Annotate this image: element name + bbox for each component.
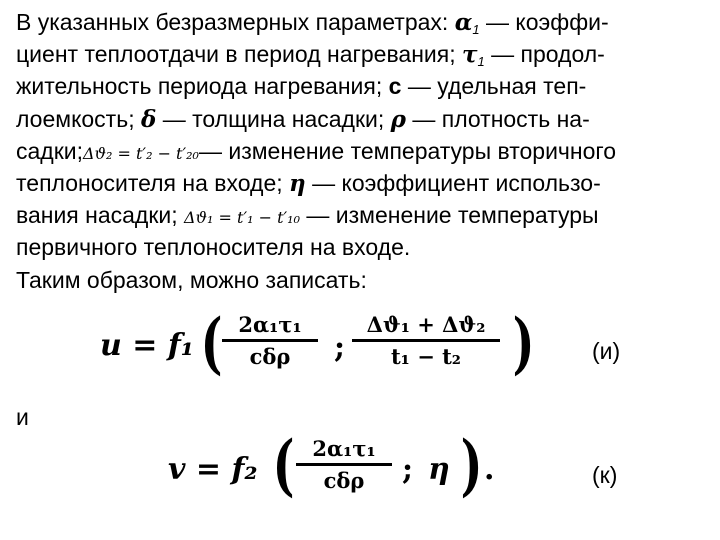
symbol-tau: τ xyxy=(462,41,478,69)
text-line xyxy=(16,199,712,231)
equation-lhs: v = f₂ xyxy=(168,452,258,487)
text-segment: — плотность на- xyxy=(412,105,590,132)
text-segment: — изменение температуры вторичного xyxy=(198,137,617,164)
text-segment: вания насадки; xyxy=(16,202,178,229)
text-segment: — коэффи- xyxy=(486,9,609,35)
body-paragraph xyxy=(16,6,712,296)
text-line xyxy=(16,135,712,167)
text-segment: В указанных безразмерных параметрах: xyxy=(16,9,449,35)
symbol-delta: δ xyxy=(140,105,157,133)
text-segment: Таким образом, можно записать: xyxy=(16,266,367,293)
text-segment: циент теплоотдачи в период нагревания; xyxy=(16,41,456,68)
subscript: 1 xyxy=(477,54,485,70)
text-line xyxy=(16,6,712,38)
symbol-rho: ρ xyxy=(390,105,406,133)
symbol-eta: η xyxy=(428,452,450,487)
fraction-denominator: cδρ xyxy=(222,339,318,369)
text-line xyxy=(16,231,712,263)
right-paren: ) xyxy=(512,304,535,382)
text-line xyxy=(16,264,712,296)
period: . xyxy=(484,452,495,487)
fraction-denominator: t₁ − t₂ xyxy=(352,339,500,369)
text-segment: жительность периода нагревания; xyxy=(16,73,383,100)
text-segment: — изменение температуры xyxy=(306,202,599,229)
text-segment: — продол- xyxy=(491,41,605,68)
inline-formula-dtheta1: Δϑ₁ = t′₁ − t′₁₀ xyxy=(184,208,300,228)
equation-label: (и) xyxy=(592,338,621,364)
symbol-eta: η xyxy=(289,169,306,197)
fraction-numerator: Δϑ₁ + Δϑ₂ xyxy=(366,312,486,337)
subscript: 1 xyxy=(472,22,480,37)
text-line xyxy=(16,70,712,102)
left-paren: ( xyxy=(272,426,295,504)
symbol-alpha: α xyxy=(454,9,473,36)
text-segment: теплоносителя на входе; xyxy=(16,169,283,196)
text-line xyxy=(16,38,712,70)
symbol-c: c xyxy=(388,73,402,100)
text-segment: — удельная теп- xyxy=(407,73,587,100)
separator: ; xyxy=(402,452,414,487)
inline-formula-dtheta2: Δϑ₂ = t′₂ − t′₂₀ xyxy=(83,143,199,163)
conjunction-and: и xyxy=(16,404,29,430)
fraction-numerator: 2α₁τ₁ xyxy=(238,312,302,337)
fraction-denominator: cδρ xyxy=(296,463,392,493)
fraction-numerator: 2α₁τ₁ xyxy=(312,436,376,461)
text-line xyxy=(16,167,712,199)
fraction-1 xyxy=(222,312,318,369)
left-paren: ( xyxy=(200,304,223,382)
text-segment: садки; xyxy=(16,137,84,164)
text-segment: — толщина насадки; xyxy=(162,105,385,132)
equation-lhs: u = f₁ xyxy=(100,328,194,363)
text-line xyxy=(16,103,712,135)
text-segment: лоемкость; xyxy=(16,105,135,132)
fraction xyxy=(296,436,392,493)
separator: ; xyxy=(334,330,346,365)
equation-label: (к) xyxy=(592,462,618,488)
right-paren: ) xyxy=(460,426,483,504)
text-segment: первичного теплоносителя на входе. xyxy=(16,234,411,261)
text-segment: — коэффициент использо- xyxy=(312,169,601,196)
fraction-2 xyxy=(352,312,500,369)
